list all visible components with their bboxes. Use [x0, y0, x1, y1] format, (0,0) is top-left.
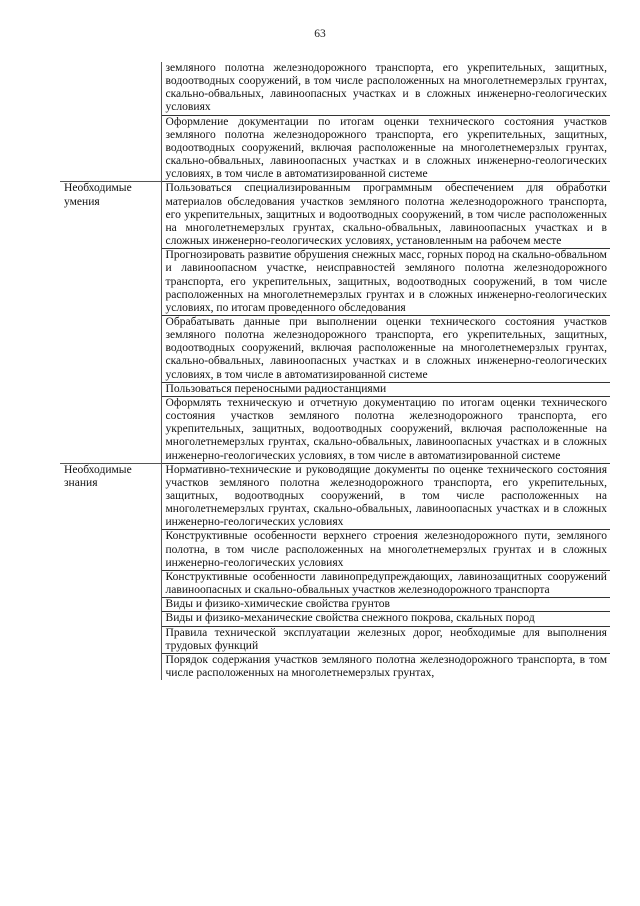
section-label-skills: Необходимые умения [60, 182, 161, 249]
row-text: Правила технической эксплуатации железных дорог, необходимые для выполнения трудовых функций [161, 626, 610, 653]
row-label [60, 62, 161, 115]
row-label [60, 115, 161, 182]
row-label [60, 396, 161, 463]
table-row [60, 115, 610, 182]
row-label [60, 249, 161, 316]
table-row [60, 653, 610, 680]
row-text: Конструктивные особенности верхнего строения железнодорожного пути, земляного полотна, в том числе расположенных на многолетнемерзлых грунтах и в сложных инженерно-геологических условиях [161, 530, 610, 570]
row-text: Виды и физико-химические свойства грунтов [161, 598, 610, 612]
row-label [60, 653, 161, 680]
table-row [60, 62, 610, 115]
row-label [60, 530, 161, 570]
page-number: 63 [314, 28, 326, 40]
row-text: Пользоваться переносными радиостанциями [161, 382, 610, 396]
row-text: Оформлять техническую и отчетную документацию по итогам оценки технического состояния участков земляного полотна железнодорожного транспорта, его укрепительных, защитных, водоотводных сооружений, включая расположенные на многолетнемерзлых грунтах, скально-обвальных, лавиноопасных участках и в сложных инженерно-геологических условиях, в том числе в автоматизированной системе [161, 396, 610, 463]
table-row [60, 598, 610, 612]
table-row [60, 570, 610, 597]
row-label [60, 626, 161, 653]
table-row [60, 530, 610, 570]
row-label [60, 382, 161, 396]
table-row [60, 463, 610, 530]
row-text: Прогнозировать развитие обрушения снежных масс, горных пород на скально-обвальном и лавиноопасном участке, неисправностей земляного полотна железнодорожного транспорта, его укрепительных, защитных, водоотводных сооружений, в том числе расположенных на многолетнемерзлых грунтах и в сложных инженерно-геологических условиях, по итогам проведенного обследования [161, 249, 610, 316]
row-text: Оформление документации по итогам оценки технического состояния участков земляного полотна железнодорожного транспорта, его укрепительных, защитных, водоотводных сооружений, включая расположенные на многолетнемерзлых грунтах, скально-обвальных, лавиноопасных участках и в сложных инженерно-геологических условиях, в том числе в автоматизированной системе [161, 115, 610, 182]
row-label [60, 612, 161, 626]
row-label [60, 315, 161, 382]
row-text: Обрабатывать данные при выполнении оценки технического состояния участков земляного полотна железнодорожного транспорта, его укрепительных, защитных, водоотводных сооружений, включая расположенные на многолетнемерзлых грунтах, скально-обвальных, лавиноопасных участках и в сложных инженерно-геологических условиях, в том числе в автоматизированной системе [161, 315, 610, 382]
row-text: Порядок содержания участков земляного полотна железнодорожного транспорта, в том числе расположенных на многолетнемерзлых грунтах, [165, 653, 607, 680]
table-row [60, 249, 610, 316]
table-row [60, 315, 610, 382]
row-text: Виды и физико-механические свойства снежного покрова, скальных пород [161, 612, 610, 626]
row-text: Нормативно-технические и руководящие документы по оценке технического состояния участков земляного полотна железнодорожного транспорта, его укрепительных, защитных, водоотводных сооружений, в том числе расположенных на многолетнемерзлых грунтах, скально-обвальных, лавиноопасных участках и в сложных инженерно-геологических условиях [161, 463, 610, 530]
row-label [60, 570, 161, 597]
table-row [60, 626, 610, 653]
table-row [60, 182, 610, 249]
table-row [60, 382, 610, 396]
table-row [60, 396, 610, 463]
competency-table [60, 62, 610, 680]
row-text: Конструктивные особенности лавинопредупреждающих, лавинозащитных сооружений лавиноопасных и скально-обвальных участков железнодорожного транспорта [161, 570, 610, 597]
row-label [60, 598, 161, 612]
row-text: Пользоваться специализированным программным обеспечением для обработки материалов обследования участков земляного полотна железнодорожного транспорта, его укрепительных, защитных и водоотводных сооружений, в том числе расположенных на многолетнемерзлых грунтах, скально-обвальных, лавиноопасных участках и в сложных инженерно-геологических условиях, установленным на рабочем месте [161, 182, 610, 249]
section-label-knowledge: Необходимые знания [60, 463, 161, 530]
table-row [60, 612, 610, 626]
row-text: земляного полотна железнодорожного транспорта, его укрепительных, защитных, водоотводных сооружений, в том числе расположенных на многолетнемерзлых грунтах, скально-обвальных, лавиноопасных участках и в сложных инженерно-геологических условиях [161, 62, 610, 115]
